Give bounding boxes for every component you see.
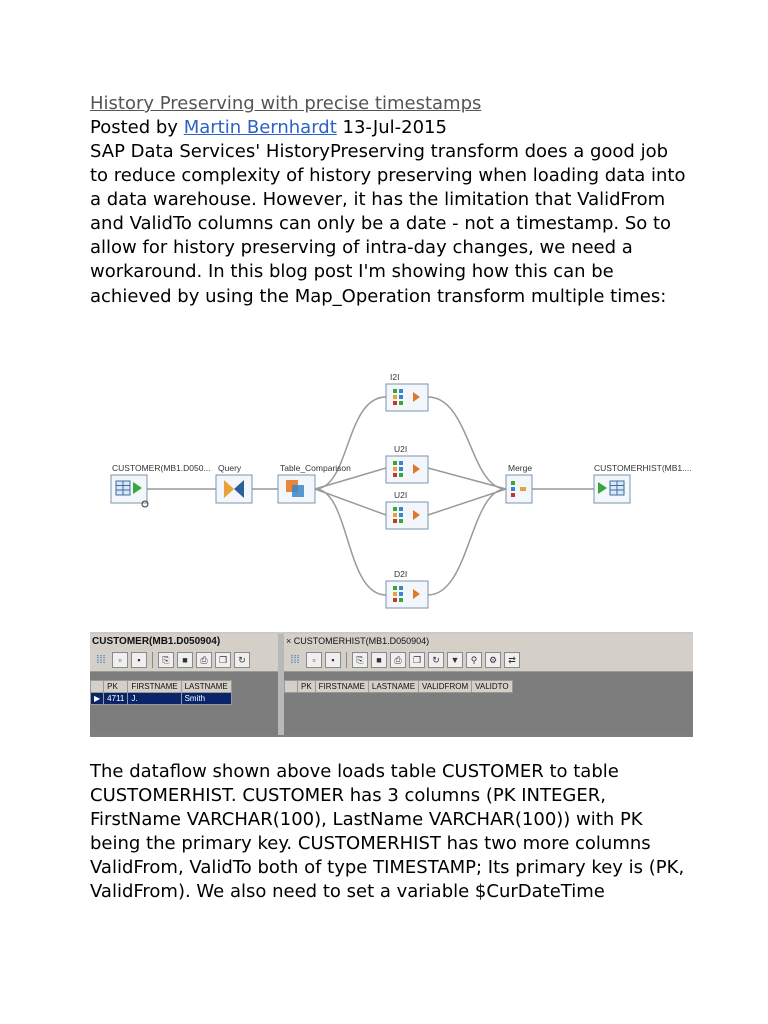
open-icon[interactable]: ⎘: [352, 652, 368, 668]
target-table-icon[interactable]: [594, 475, 630, 503]
customer-pane-toolbar: [90, 649, 278, 672]
open-icon[interactable]: ⎘: [158, 652, 174, 668]
view-schema-icon[interactable]: ▪: [131, 652, 147, 668]
table-viewer-screenshot: [90, 632, 693, 737]
toolbar-separator: [152, 652, 153, 668]
column-header-pk[interactable]: PK: [298, 681, 316, 693]
customerhist-grid-header: [285, 681, 513, 693]
column-header-validto[interactable]: VALIDTO: [472, 681, 513, 693]
refresh-icon[interactable]: ↻: [428, 652, 444, 668]
close-icon[interactable]: ×: [286, 636, 292, 646]
row-marker-header: [285, 681, 298, 693]
u2i-b-map-operation-icon[interactable]: [386, 502, 428, 529]
cell-lastname[interactable]: Smith: [181, 693, 231, 705]
post-title[interactable]: History Preserving with precise timestamps: [90, 93, 482, 114]
pin-icon[interactable]: ⚲: [466, 652, 482, 668]
customer-pane-titlebar: [90, 634, 278, 649]
grid-dots-icon[interactable]: ⁞⁞⁞: [290, 654, 300, 666]
grid-dots-icon[interactable]: ⁞⁞⁞: [96, 654, 106, 666]
target-label: CUSTOMERHIST(MB1....: [594, 463, 692, 473]
view-data-icon[interactable]: ▫: [112, 652, 128, 668]
intro-text: SAP Data Services' HistoryPreserving transform does a good job to reduce complexity of history preserving when loading data into a data warehouse. However, it has the limitation that ValidFrom and ValidTo columns can only be a date - not a timestamp. So to allow for history preserving of intra-day changes, we need a workaround. In this blog post I'm showing how this can be achieved by using the Map_Operation transform multiple times:: [90, 141, 686, 307]
filter-icon[interactable]: ▼: [447, 652, 463, 668]
customerhist-data-grid: [284, 680, 513, 693]
column-header-lastname[interactable]: LASTNAME: [368, 681, 418, 693]
customerhist-pane-titlebar: [284, 634, 693, 649]
save-icon[interactable]: ■: [371, 652, 387, 668]
merge-transform-icon[interactable]: [506, 475, 532, 503]
d2i-map-operation-icon[interactable]: [386, 581, 428, 608]
save-icon[interactable]: ■: [177, 652, 193, 668]
view-data-icon[interactable]: ▫: [306, 652, 322, 668]
author-link[interactable]: Martin Bernhardt: [183, 117, 337, 138]
copy-icon[interactable]: ❐: [215, 652, 231, 668]
column-header-lastname[interactable]: LASTNAME: [181, 681, 231, 693]
posted-by-label: Posted by: [90, 117, 178, 138]
view-schema-icon[interactable]: ▪: [325, 652, 341, 668]
intro-paragraph: [90, 140, 690, 309]
customerhist-pane-toolbar: [284, 649, 693, 672]
source-table-icon[interactable]: [111, 475, 148, 507]
post-date: 13-Jul-2015: [342, 117, 447, 138]
settings-icon[interactable]: ⚙: [485, 652, 501, 668]
column-header-validfrom[interactable]: VALIDFROM: [419, 681, 472, 693]
customerhist-pane-title: CUSTOMERHIST(MB1.D050904): [293, 636, 430, 646]
merge-label: Merge: [508, 463, 533, 473]
body-text-2: The dataflow shown above loads table CUSTOMER to table CUSTOMERHIST. CUSTOMER has 3 columns (PK INTEGER, FirstName VARCHAR(100), LastName VARCHAR(100)) with PK being the primary key. CUSTOMERHIST has two more columns ValidFrom, ValidTo both of type TIMESTAMP; Its primary key is (PK, ValidFrom). We also need to set a variable $CurDateTime: [90, 761, 685, 903]
copy-icon[interactable]: ❐: [409, 652, 425, 668]
row-pointer-icon: ▶: [91, 693, 104, 705]
u2i-map-operation-icon[interactable]: [386, 456, 428, 483]
row-marker-header: [91, 681, 104, 693]
column-header-firstname[interactable]: FIRSTNAME: [315, 681, 368, 693]
print-icon[interactable]: ⎙: [390, 652, 406, 668]
u2i-label: U2I: [394, 444, 408, 454]
i2i-map-operation-icon[interactable]: [386, 384, 428, 411]
source-label: CUSTOMER(MB1.D050...: [112, 463, 211, 473]
query-transform-icon[interactable]: [216, 475, 252, 503]
column-header-pk[interactable]: PK: [104, 681, 128, 693]
customer-data-grid: [90, 680, 232, 705]
customer-grid-header: [91, 681, 232, 693]
cell-firstname[interactable]: J.: [128, 693, 181, 705]
toolbar-separator: [346, 652, 347, 668]
cell-pk[interactable]: 4711: [104, 693, 128, 705]
table-comparison-icon[interactable]: [278, 475, 315, 503]
post-byline: [90, 116, 690, 140]
blog-post: [90, 92, 690, 309]
query-label: Query: [218, 463, 242, 473]
table-comparison-label: Table_Comparison: [280, 463, 351, 473]
d2i-label: D2I: [394, 569, 408, 579]
u2i-b-label: U2I: [394, 490, 408, 500]
refresh-icon[interactable]: ↻: [234, 652, 250, 668]
dataflow-diagram: [90, 363, 693, 625]
column-header-firstname[interactable]: FIRSTNAME: [128, 681, 181, 693]
customerhist-data-pane: [284, 634, 693, 735]
customer-pane-title: CUSTOMER(MB1.D050904): [92, 636, 221, 647]
body-paragraph-2: [90, 760, 690, 905]
print-icon[interactable]: ⎙: [196, 652, 212, 668]
i2i-label: I2I: [390, 372, 400, 382]
table-row[interactable]: [91, 693, 232, 705]
export-icon[interactable]: ⇄: [504, 652, 520, 668]
customer-data-pane: [90, 634, 284, 735]
